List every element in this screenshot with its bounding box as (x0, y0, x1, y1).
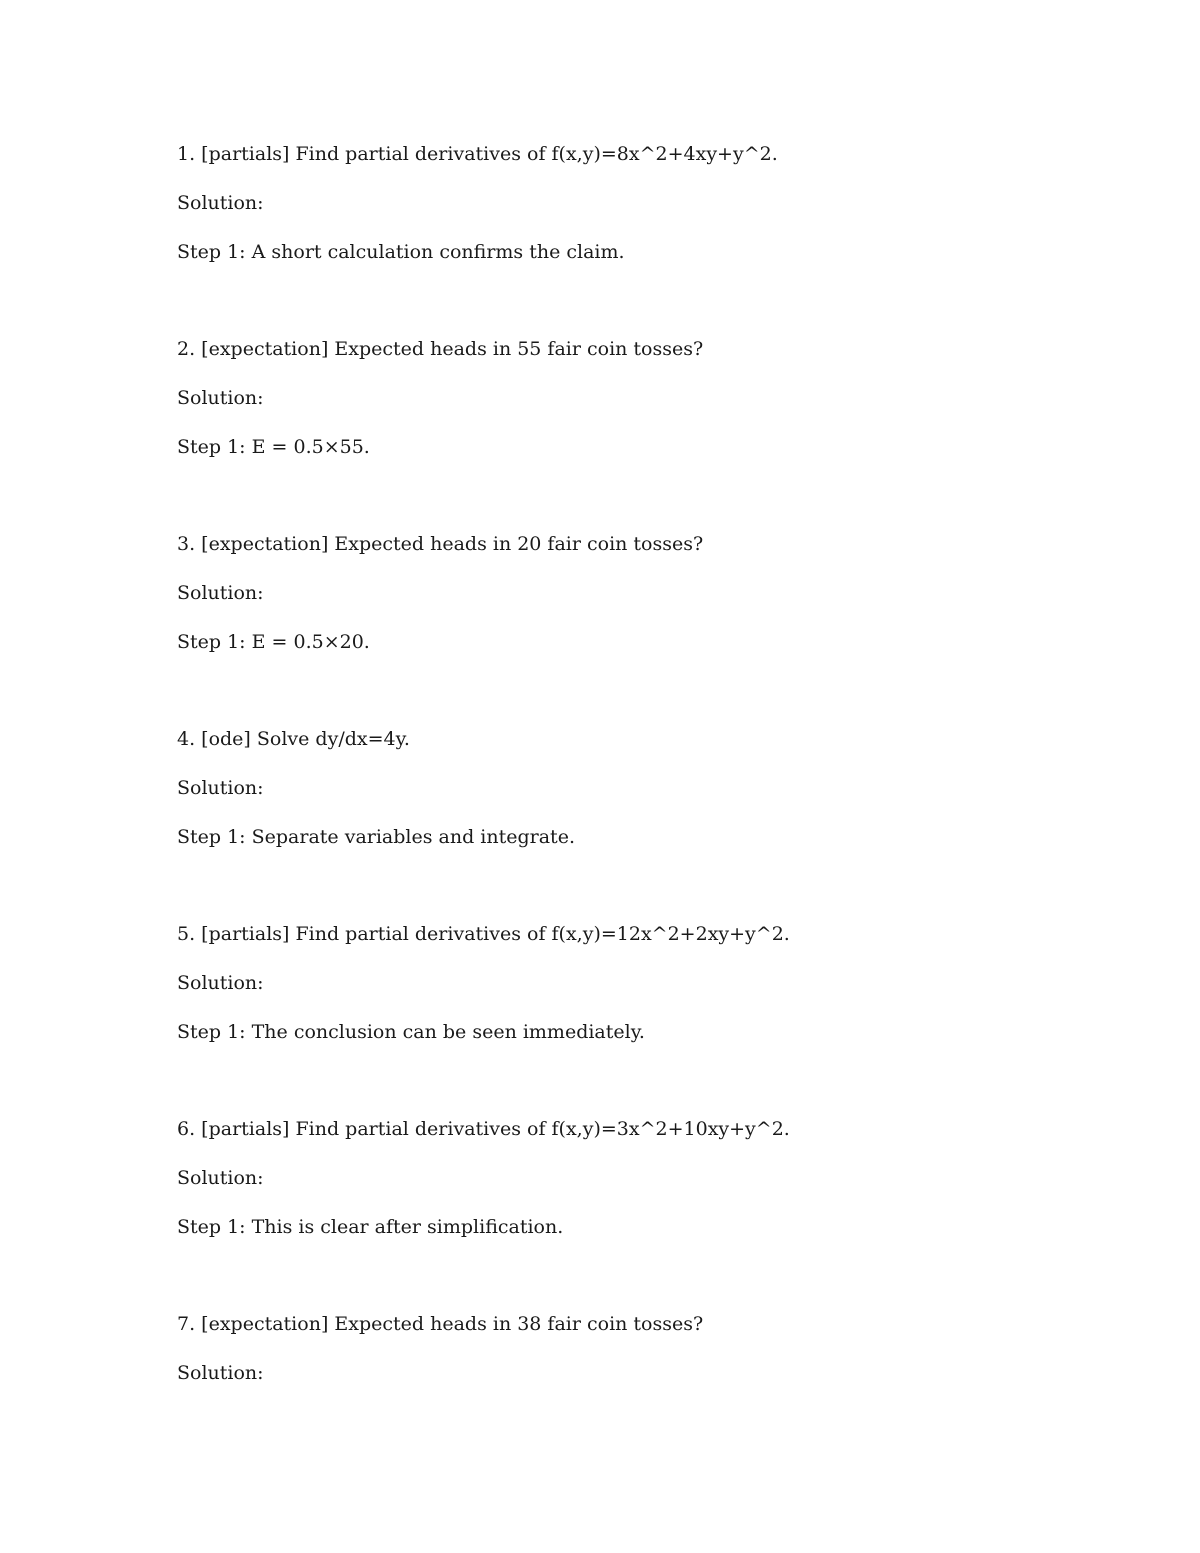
problem-2 (177, 335, 1077, 461)
problem-question: 7. [expectation] Expected heads in 38 fair coin tosses? (177, 1313, 704, 1335)
problem-question: 1. [partials] Find partial derivatives of f(x,y)=8x^2+4xy+y^2. (177, 143, 778, 165)
solution-label: Solution: (177, 1167, 264, 1189)
solution-step: Step 1: This is clear after simplification. (177, 1216, 564, 1238)
problem-list (177, 140, 1077, 1387)
solution-step: Step 1: E = 0.5×20. (177, 631, 370, 653)
problem-4 (177, 725, 1077, 851)
solution-label: Solution: (177, 972, 264, 994)
solution-step: Step 1: E = 0.5×55. (177, 436, 370, 458)
problem-5 (177, 920, 1077, 1046)
problem-3 (177, 530, 1077, 656)
solution-label: Solution: (177, 387, 264, 409)
solution-step: Step 1: The conclusion can be seen immediately. (177, 1021, 645, 1043)
problem-question: 5. [partials] Find partial derivatives of f(x,y)=12x^2+2xy+y^2. (177, 923, 790, 945)
solution-label: Solution: (177, 1362, 264, 1384)
problem-question: 2. [expectation] Expected heads in 55 fair coin tosses? (177, 338, 704, 360)
solution-step: Step 1: Separate variables and integrate. (177, 826, 575, 848)
problem-question: 4. [ode] Solve dy/dx=4y. (177, 728, 410, 750)
solution-label: Solution: (177, 192, 264, 214)
solution-step: Step 1: A short calculation confirms the claim. (177, 241, 625, 263)
problem-6 (177, 1115, 1077, 1241)
problem-question: 6. [partials] Find partial derivatives of f(x,y)=3x^2+10xy+y^2. (177, 1118, 790, 1140)
problem-1 (177, 140, 1077, 266)
solution-label: Solution: (177, 582, 264, 604)
problem-7 (177, 1310, 1077, 1387)
problem-question: 3. [expectation] Expected heads in 20 fair coin tosses? (177, 533, 704, 555)
solution-label: Solution: (177, 777, 264, 799)
